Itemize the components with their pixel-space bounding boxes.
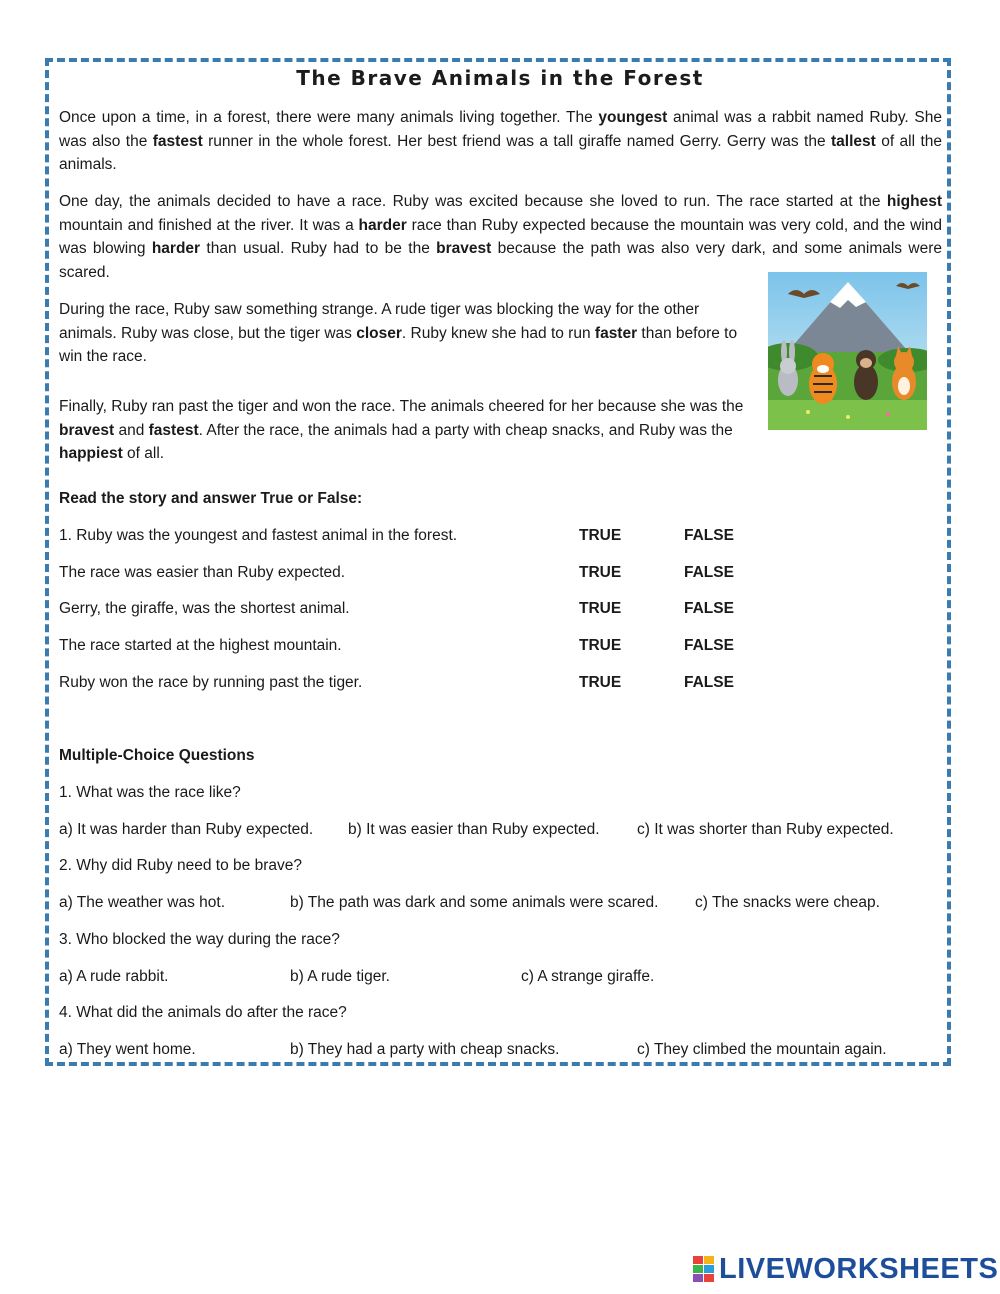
story-paragraph-3: During the race, Ruby saw something strange. A rude tiger was blocking the way for the other animals. Ruby was close, but the tiger was closer. Ruby knew she had to run faster than before to win the race. <box>59 301 738 365</box>
tf-statement: Gerry, the giraffe, was the shortest animal. <box>59 600 350 617</box>
false-option[interactable]: FALSE <box>684 564 734 581</box>
logo-blocks-icon <box>693 1256 715 1282</box>
true-option[interactable]: TRUE <box>579 600 622 617</box>
multiple-choice-heading: Multiple-Choice Questions <box>59 747 255 764</box>
mc-option-a[interactable]: a) It was harder than Ruby expected. <box>59 821 314 838</box>
false-option[interactable]: FALSE <box>684 637 734 654</box>
true-option[interactable]: TRUE <box>579 674 622 691</box>
mc-option-b[interactable]: b) They had a party with cheap snacks. <box>290 1041 560 1058</box>
logo-text: LIVEWORKSHEETS <box>719 1252 999 1285</box>
true-option[interactable]: TRUE <box>579 637 622 654</box>
mc-option-b[interactable]: b) The path was dark and some animals were scared. <box>290 894 659 911</box>
mc-option-c[interactable]: c) A strange giraffe. <box>521 968 655 985</box>
tf-statement: 1. Ruby was the youngest and fastest animal in the forest. <box>59 527 458 544</box>
mc-question: 3. Who blocked the way during the race? <box>59 931 340 948</box>
mc-option-b[interactable]: b) A rude tiger. <box>290 968 390 985</box>
true-option[interactable]: TRUE <box>579 564 622 581</box>
mc-option-b[interactable]: b) It was easier than Ruby expected. <box>348 821 600 838</box>
mc-option-c[interactable]: c) The snacks were cheap. <box>695 894 880 911</box>
story-paragraph-4: Finally, Ruby ran past the tiger and won the race. The animals cheered for her because she was the bravest and fastest. After the race, the animals had a party with cheap snacks, and Ruby was the happiest of all. <box>59 398 744 462</box>
true-false-heading: Read the story and answer True or False: <box>59 490 363 507</box>
story-illustration <box>768 272 927 430</box>
page-title: The Brave Animals in the Forest <box>296 66 704 90</box>
tf-statement: Ruby won the race by running past the tiger. <box>59 674 363 691</box>
mc-option-c[interactable]: c) It was shorter than Ruby expected. <box>637 821 894 838</box>
false-option[interactable]: FALSE <box>684 600 734 617</box>
false-option[interactable]: FALSE <box>684 674 734 691</box>
mc-option-a[interactable]: a) The weather was hot. <box>59 894 225 911</box>
tf-statement: The race was easier than Ruby expected. <box>59 564 346 581</box>
mc-question: 1. What was the race like? <box>59 784 241 801</box>
tf-statement: The race started at the highest mountain. <box>59 637 342 654</box>
mc-option-a[interactable]: a) A rude rabbit. <box>59 968 169 985</box>
liveworksheets-logo[interactable] <box>693 1253 998 1285</box>
mc-option-c[interactable]: c) They climbed the mountain again. <box>637 1041 887 1058</box>
mc-question: 2. Why did Ruby need to be brave? <box>59 857 302 874</box>
false-option[interactable]: FALSE <box>684 527 734 544</box>
true-option[interactable]: TRUE <box>579 527 622 544</box>
mc-option-a[interactable]: a) They went home. <box>59 1041 196 1058</box>
story-paragraph-2: One day, the animals decided to have a race. Ruby was excited because she loved to run. The race started at the highest mountain and finished at the river. It was a harder race than Ruby expected because the mountain was very cold, and the wind was blowing harder than usual. Ruby had to be the bravest because the path was also very dark, and some animals were scared. <box>59 193 942 281</box>
story-paragraph-1: Once upon a time, in a forest, there were many animals living together. The youngest animal was a rabbit named Ruby. She was also the fastest runner in the whole forest. Her best friend was a tall giraffe named Gerry. Gerry was the tallest of all the animals. <box>59 109 942 173</box>
mc-question: 4. What did the animals do after the race? <box>59 1004 347 1021</box>
